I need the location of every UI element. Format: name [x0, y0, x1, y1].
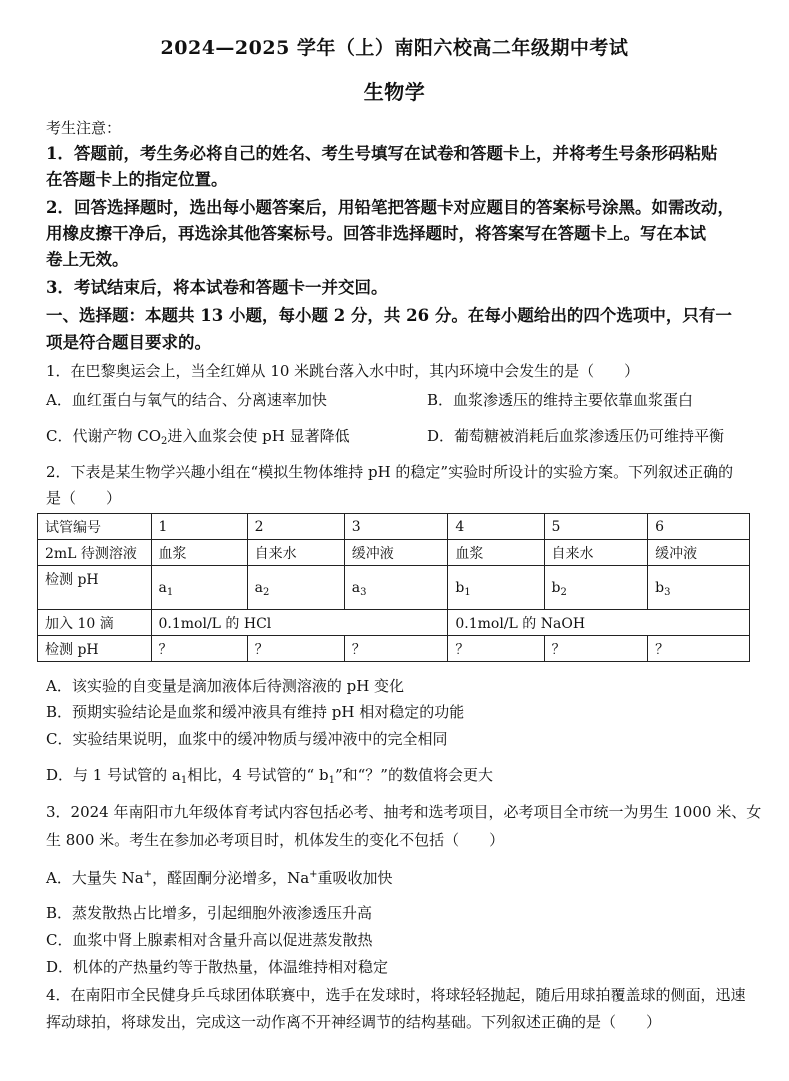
q3-stem-line-1: 3．2024 年南阳市九年级体育考试内容包括必考、抽考和选考项目，必考项目全市统一为男生 1000 米、女 [46, 803, 762, 821]
table-row [38, 540, 750, 566]
table-cell: 加入 10 滴 [38, 610, 152, 636]
table-cell: 血浆 [151, 540, 247, 566]
notice-item-2-line-3: 卷上无效。 [46, 250, 129, 269]
q2-stem-line-2: 是（ ） [46, 489, 122, 507]
q2-option-a: A．该实验的自变量是滴加液体后待测溶液的 pH 变化 [46, 677, 405, 695]
table-cell: $b_1$ [448, 566, 544, 610]
table-cell-naoh: 0.1mol/L 的 NaOH [448, 610, 750, 636]
table-cell: 3 [344, 514, 448, 540]
table-cell: 自来水 [247, 540, 344, 566]
table-cell: ？ [344, 636, 448, 662]
exam-subject: 生物学 [363, 80, 426, 104]
section-1-line-2: 项是符合题目要求的。 [46, 333, 211, 352]
table-cell: 血浆 [448, 540, 544, 566]
q1-option-d: D．葡萄糖被消耗后血浆渗透压仍可维持平衡 [427, 427, 725, 445]
q1-option-c: C．代谢产物 $CO_2$进入血浆会使 pH 显著降低 [46, 427, 350, 447]
table-cell: 1 [151, 514, 247, 540]
table-cell: 检测 pH [38, 566, 152, 610]
exam-title: 2024—2025 学年（上）南阳六校高二年级期中考试 [160, 37, 629, 59]
table-cell: 2mL 待测溶液 [38, 540, 152, 566]
table-cell: $a_1$ [151, 566, 247, 610]
table-row [38, 566, 750, 610]
q2-stem-line-1: 2．下表是某生物学兴趣小组在“模拟生物体维持 pH 的稳定”实验时所设计的实验方案。下列叙述正确的 [46, 463, 734, 481]
table-cell: ？ [247, 636, 344, 662]
table-cell: $b_3$ [648, 566, 750, 610]
table-cell: ？ [648, 636, 750, 662]
notice-item-2-line-1: 2．回答选择题时，选出每小题答案后，用铅笔把答题卡对应题目的答案标号涂黑。如需改动， [46, 198, 734, 217]
q2-option-c: C．实验结果说明，血浆中的缓冲物质与缓冲液中的完全相同 [46, 730, 448, 748]
q3-option-c: C．血浆中肾上腺素相对含量升高以促进蒸发散热 [46, 931, 373, 949]
q1-stem: 1．在巴黎奥运会上，当全红婵从 10 米跳台落入水中时，其内环境中会发生的是（ ） [46, 362, 640, 380]
table-cell: 缓冲液 [344, 540, 448, 566]
q3-option-a: A．大量失 Na+，醛固酮分泌增多，Na+重吸收加快 [46, 869, 393, 887]
notice-item-2-line-2: 用橡皮擦干净后，再选涂其他答案标号。回答非选择题时，将答案写在答题卡上。写在本试 [46, 224, 706, 243]
q2-option-b: B．预期实验结论是血浆和缓冲液具有维持 pH 相对稳定的功能 [46, 703, 465, 721]
table-cell: ？ [151, 636, 247, 662]
q4-stem-line-2: 挥动球拍，将球发出，完成这一动作离不开神经调节的结构基础。下列叙述正确的是（ ） [46, 1013, 662, 1031]
q3-option-b: B．蒸发散热占比增多，引起细胞外液渗透压升高 [46, 904, 373, 922]
table-row [38, 610, 750, 636]
notice-heading: 考生注意： [46, 119, 122, 137]
notice-item-1-line-1: 1．答题前，考生务必将自己的姓名、考生号填写在试卷和答题卡上，并将考生号条形码粘贴 [46, 144, 718, 163]
table-cell: $a_2$ [247, 566, 344, 610]
q1-option-a: A．血红蛋白与氧气的结合、分离速率加快 [46, 391, 327, 409]
table-cell: 缓冲液 [648, 540, 750, 566]
table-cell: 检测 pH [38, 636, 152, 662]
table-cell-hcl: 0.1mol/L 的 HCl [151, 610, 448, 636]
table-cell: 2 [247, 514, 344, 540]
experiment-table [37, 513, 750, 662]
table-cell: 6 [648, 514, 750, 540]
table-cell: 5 [544, 514, 648, 540]
notice-item-3: 3．考试结束后，将本试卷和答题卡一并交回。 [46, 278, 388, 297]
table-cell: $b_2$ [544, 566, 648, 610]
q3-stem-line-2: 生 800 米。考生在参加必考项目时，机体发生的变化不包括（ ） [46, 831, 505, 849]
q1-option-b: B．血浆渗透压的维持主要依靠血浆蛋白 [427, 391, 694, 409]
section-1-line-1: 一、选择题：本题共 13 小题，每小题 2 分，共 26 分。在每小题给出的四个选项中，只有一 [46, 306, 732, 325]
q1-options-row-1 [46, 390, 762, 410]
table-cell: $a_3$ [344, 566, 448, 610]
table-cell: 4 [448, 514, 544, 540]
table-cell: ？ [448, 636, 544, 662]
notice-item-1-line-2: 在答题卡上的指定位置。 [46, 170, 228, 189]
table-cell: ？ [544, 636, 648, 662]
q1-options-row-2 [46, 426, 762, 446]
q3-option-d: D．机体的产热量约等于散热量，体温维持相对稳定 [46, 958, 389, 976]
q2-option-d: D．与 1 号试管的 $a_1$相比，4 号试管的“ $b_1$”和“？”的数值将会更大 [46, 766, 493, 786]
q4-stem-line-1: 4．在南阳市全民健身乒乓球团体联赛中，选手在发球时，将球轻轻抛起，随后用球拍覆盖球的侧面，迅速 [46, 986, 746, 1004]
table-cell: 试管编号 [38, 514, 152, 540]
table-row [38, 514, 750, 540]
table-cell: 自来水 [544, 540, 648, 566]
table-row [38, 636, 750, 662]
